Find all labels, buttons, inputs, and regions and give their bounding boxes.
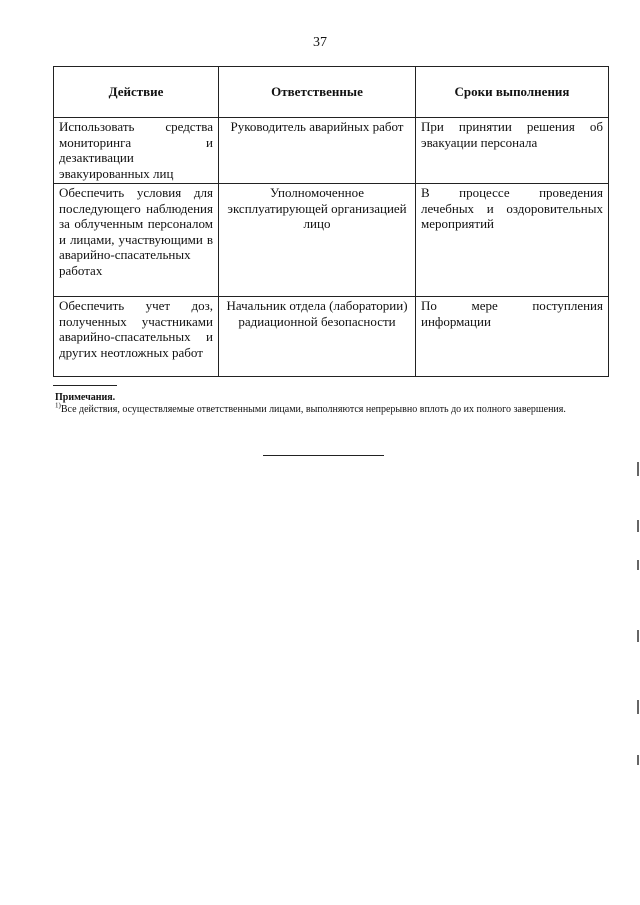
- footnote-marker: 1): [55, 401, 61, 410]
- table-row: [54, 184, 609, 297]
- cell-responsible: Начальник отдела (лаборатории) радиационной безопасности: [219, 297, 416, 377]
- cell-action: Использовать средства мониторинга и дезактивации эвакуированных лиц: [54, 118, 219, 184]
- header-term: Сроки выполнения: [416, 67, 609, 118]
- actions-table: [53, 66, 609, 377]
- notes-section: [55, 392, 605, 416]
- footnote-text: [55, 401, 605, 416]
- cell-responsible: Руководитель аварийных работ: [219, 118, 416, 184]
- notes-title: Примечания.: [55, 392, 116, 403]
- scan-mark: [637, 630, 639, 642]
- scan-mark: [637, 700, 639, 714]
- footnote-body: Все действия, осуществляемые ответственными лицами, выполняются непрерывно вплоть до их полного завершения.: [60, 404, 566, 415]
- table-row: [54, 297, 609, 377]
- scan-mark: [637, 560, 639, 570]
- cell-term: При принятии решения об эвакуации персонала: [416, 118, 609, 184]
- table-row: [54, 118, 609, 184]
- header-responsible: Ответственные: [219, 67, 416, 118]
- cell-responsible: Уполномоченное эксплуатирующей организацией лицо: [219, 184, 416, 297]
- cell-action: Обеспечить условия для последующего наблюдения за облученным персоналом и лицами, участвующими в аварийно-спасательных работах: [54, 184, 219, 297]
- cell-term: По мере поступления информации: [416, 297, 609, 377]
- page-number: 37: [313, 35, 327, 50]
- table-header-row: [54, 67, 609, 118]
- scan-mark: [637, 462, 639, 476]
- footnote-separator: [53, 385, 117, 386]
- scan-mark: [637, 755, 639, 765]
- scan-mark: [637, 520, 639, 532]
- end-rule: [263, 455, 384, 456]
- cell-term: В процессе проведения лечебных и оздоровительных мероприятий: [416, 184, 609, 297]
- header-action: Действие: [54, 67, 219, 118]
- cell-action: Обеспечить учет доз, полученных участниками аварийно-спасательных и других неотложных работ: [54, 297, 219, 377]
